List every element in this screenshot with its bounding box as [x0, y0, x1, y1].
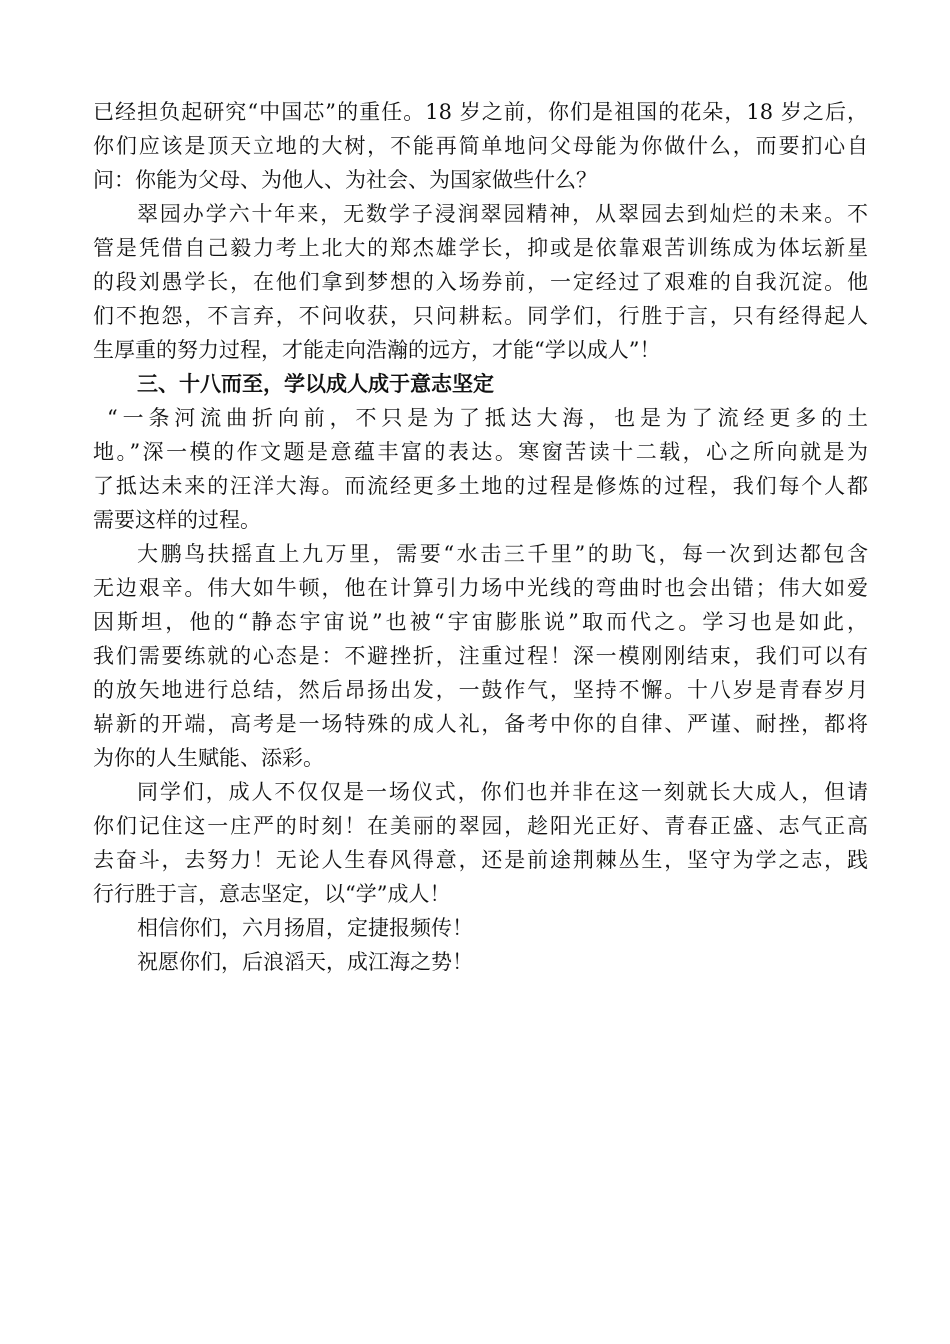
text-line: 了抵达未来的汪洋大海。而流经更多土地的过程是修炼的过程，我们每个人都 — [93, 474, 868, 498]
text-line: 我们需要练就的心态是：不避挫折，注重过程！深一模刚刚结束，我们可以有 — [93, 644, 868, 668]
text-line: 相信你们，六月扬眉，定捷报频传！ — [137, 916, 473, 940]
text-line: 们不抱怨，不言弃，不问收获，只问耕耘。同学们，行胜于言，只有经得起人 — [93, 304, 868, 328]
text-line: 生厚重的努力过程，才能走向浩瀚的远方，才能“学以成人”！ — [93, 338, 661, 362]
paragraph-continuation — [93, 95, 868, 197]
paragraph-cuiyuan — [93, 197, 868, 367]
text-line: “一条河流曲折向前，不只是为了抵达大海，也是为了流经更多的土 — [107, 406, 868, 430]
text-line: 的放矢地进行总结，然后昂扬出发，一鼓作气，坚持不懈。十八岁是青春岁月 — [93, 678, 868, 702]
text-line: 已经担负起研究“中国芯”的重任。18 岁之前，你们是祖国的花朵，18 岁之后， — [93, 100, 868, 124]
text-line: 同学们，成人不仅仅是一场仪式，你们也并非在这一刻就长大成人，但请 — [137, 780, 868, 804]
text-line: 大鹏鸟扶摇直上九万里，需要“水击三千里”的助飞，每一次到达都包含 — [137, 542, 868, 566]
text-line: 管是凭借自己毅力考上北大的郑杰雄学长，抑或是依靠艰苦训练成为体坛新星 — [93, 236, 868, 260]
paragraph-students — [93, 775, 868, 911]
document-body — [93, 95, 868, 979]
text-line: 行行胜于言，意志坚定，以“学”成人！ — [93, 882, 451, 906]
text-line: 去奋斗，去努力！无论人生春风得意，还是前途荆棘丛生，坚守为学之志，践 — [93, 848, 868, 872]
text-line: 需要这样的过程。 — [93, 508, 261, 532]
text-line: 为你的人生赋能、添彩。 — [93, 746, 324, 770]
text-line: 因斯坦，他的“静态宇宙说”也被“宇宙膨胀说”取而代之。学习也是如此， — [93, 610, 868, 634]
text-line: 的段刘愚学长，在他们拿到梦想的入场券前，一定经过了艰难的自我沉淀。他 — [93, 270, 868, 294]
section-heading: 三、十八而至，学以成人成于意志坚定 — [137, 372, 494, 396]
text-line: 你们应该是顶天立地的大树，不能再简单地问父母能为你做什么，而要扪心自 — [93, 134, 868, 158]
closing-line-1 — [93, 911, 868, 945]
text-line: 无边艰辛。伟大如牛顿，他在计算引力场中光线的弯曲时也会出错；伟大如爱 — [93, 576, 868, 600]
text-line: 问：你能为父母、为他人、为社会、为国家做些什么？ — [93, 168, 597, 192]
text-line: 你们记住这一庄严的时刻！在美丽的翠园，趁阳光正好、青春正盛、志气正高 — [93, 814, 868, 838]
closing-line-2 — [93, 945, 868, 979]
section-heading-3 — [93, 367, 868, 401]
paragraph-dapeng — [93, 537, 868, 775]
text-line: 地。”深一模的作文题是意蕴丰富的表达。寒窗苦读十二载，心之所向就是为 — [93, 440, 868, 464]
text-line: 崭新的开端，高考是一场特殊的成人礼，备考中你的自律、严谨、耐挫，都将 — [93, 712, 868, 736]
text-line: 翠园办学六十年来，无数学子浸润翠园精神，从翠园去到灿烂的未来。不 — [137, 202, 868, 226]
paragraph-river — [93, 401, 868, 537]
text-line: 祝愿你们，后浪滔天，成江海之势！ — [137, 950, 473, 974]
